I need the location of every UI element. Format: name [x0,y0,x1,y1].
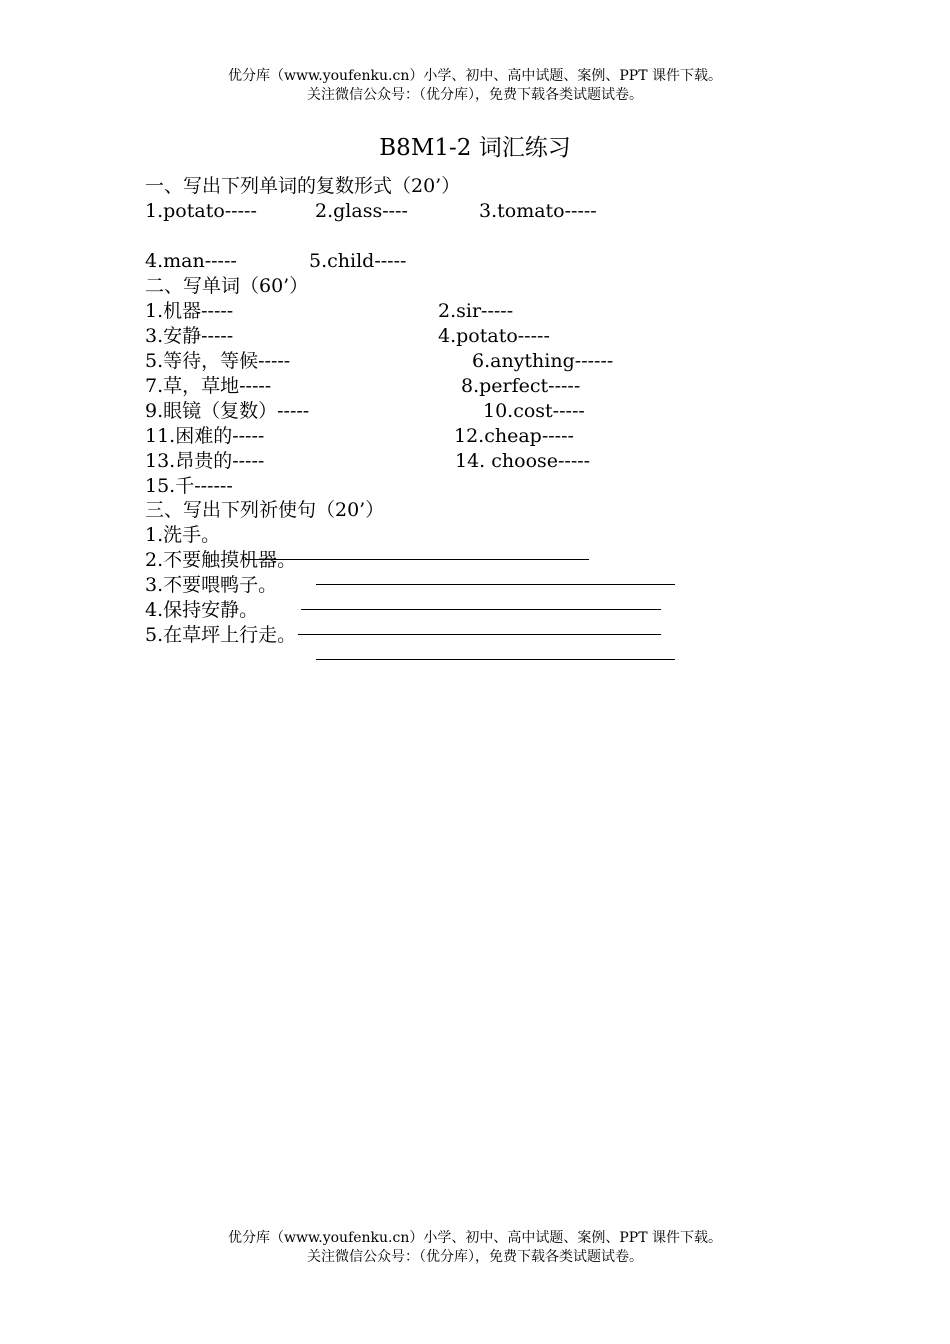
answer-line-5 [316,659,675,660]
section1-item-3: 3.tomato----- [479,200,597,222]
section2-item-10: 10.cost----- [483,400,585,422]
section1-item-5: 5.child----- [309,250,407,272]
section2-item-9: 9.眼镜（复数）----- [145,400,310,422]
section2-item-2: 2.sir----- [438,300,514,322]
section2-item-5: 5.等待，等候----- [145,350,291,372]
section2-item-7: 7.草，草地----- [145,375,272,397]
section1-heading: 一、写出下列单词的复数形式（20’） [145,175,461,197]
section2-item-11: 11.困难的----- [145,425,265,447]
section1-item-1: 1.potato----- [145,200,257,222]
page-title: B8M1-2 词汇练习 [379,135,571,161]
answer-line-3 [301,609,661,610]
section3-item-5: 5.在草坪上行走。 [145,624,297,646]
section2-item-8: 8.perfect----- [461,375,581,397]
answer-line-1 [245,559,589,560]
section1-item-4: 4.man----- [145,250,237,272]
section1-item-2: 2.glass---- [315,200,408,222]
page-footer-line2: 关注微信公众号：（优分库），免费下载各类试题试卷。 [307,1249,643,1265]
section3-item-1: 1.洗手。 [145,524,221,546]
section2-item-15: 15.千------ [145,475,233,497]
section2-item-13: 13.昂贵的----- [145,450,265,472]
section2-item-1: 1.机器----- [145,300,234,322]
section3-item-2: 2.不要触摸机器。 [145,549,297,571]
section2-item-3: 3.安静----- [145,325,234,347]
section3-heading: 三、写出下列祈使句（20’） [145,499,385,521]
page-header-line1: 优分库（www.youfenku.cn）小学、初中、高中试题、案例、PPT 课件下载。 [227,68,722,84]
section2-heading: 二、写单词（60’） [145,275,309,297]
answer-line-4 [298,634,661,635]
page-header-line2: 关注微信公众号：（优分库），免费下载各类试题试卷。 [307,87,643,103]
section3-item-3: 3.不要喂鸭子。 [145,574,278,596]
section2-item-14: 14. choose----- [455,450,591,472]
section2-item-4: 4.potato----- [438,325,550,347]
page-footer-line1: 优分库（www.youfenku.cn）小学、初中、高中试题、案例、PPT 课件下载。 [227,1230,722,1246]
section3-item-4: 4.保持安静。 [145,599,259,621]
answer-line-2 [316,584,675,585]
section2-item-6: 6.anything------ [472,350,614,372]
section2-item-12: 12.cheap----- [454,425,574,447]
